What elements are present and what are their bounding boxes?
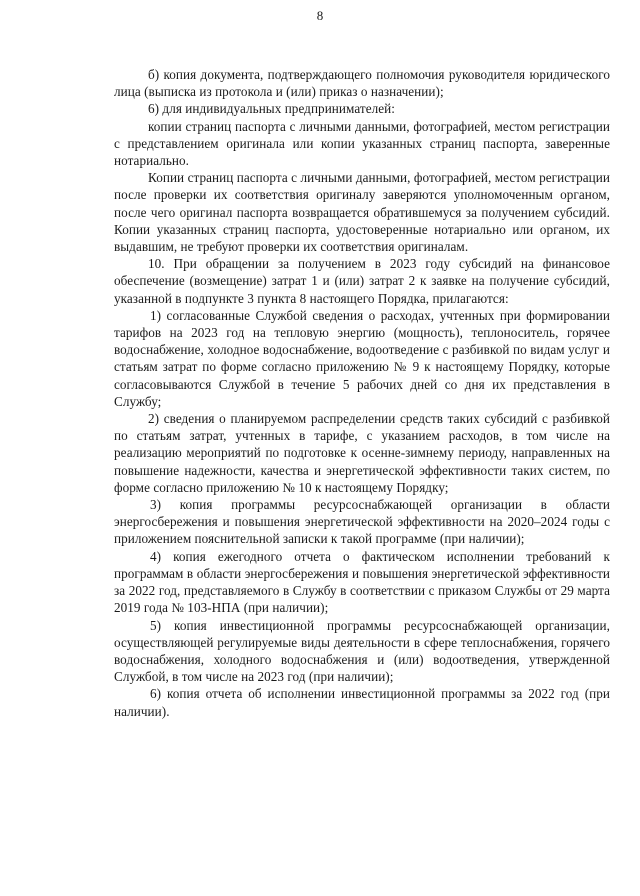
paragraph-item-3-energy-program: 3) копия программы ресурсоснабжающей организации в области энергосбережения и повышения энергетической эффективности на 2020–2024 годы с приложением пояснительной записки к такой программе (при наличии);: [114, 497, 610, 547]
paragraph-item-4-annual-report: 4) копия ежегодного отчета о фактическом исполнении требований к программам в области энергосбережения и повышения энергетической эффективности за 2022 год, представляемого в Службу в соответствии с приказом Службы от 29 марта 2019 года № 103-НПА (при наличии);: [114, 548, 610, 616]
paragraph-10-subsidy-application: 10. При обращении за получением в 2023 году субсидий на финансовое обеспечение (возмещение) затрат 1 и (или) затрат 2 к заявке на получение субсидий, указанной в подпункте 3 пункта 8 настоящего Порядка, прилагаются:: [114, 256, 610, 306]
paragraph-item-5-investment-program: 5) копия инвестиционной программы ресурсоснабжающей организации, осуществляющей регулируемые виды деятельности в сфере теплоснабжения, горячего водоснабжения, холодного водоснабжения и (или) водоотведения, утвержденной Службой, в том числе на 2023 год (при наличии);: [114, 617, 610, 685]
document-body: [114, 66, 610, 720]
paragraph-6-individual-entrepreneurs: 6) для индивидуальных предпринимателей:: [148, 101, 395, 117]
paragraph-passport-copies-notarized: копии страниц паспорта с личными данными, фотографией, местом регистрации с представлением оригинала или копии указанных страниц паспорта, заверенные нотариально.: [114, 118, 610, 169]
paragraph-item-6-investment-report: 6) копия отчета об исполнении инвестиционной программы за 2022 год (при наличии).: [114, 686, 610, 719]
paragraph-passport-copies-verification: Копии страниц паспорта с личными данными, фотографией, местом регистрации после проверки их соответствия оригиналу заверяются уполномоченным органом, после чего оригинал паспорта возвращается обратившемуся за получением субсидий. Копии указанных страниц паспорта, удостоверенные нотариально или органом, их выдавшим, не требуют проверки их соответствия оригиналам.: [114, 170, 610, 255]
page-number: 8: [316, 8, 324, 23]
paragraph-b-copy-document: б) копия документа, подтверждающего полномочия руководителя юридического лица (выписка из протокола и (или) приказ о назначении);: [114, 67, 610, 100]
paragraph-item-1-expense-info: 1) согласованные Службой сведения о расходах, учтенных при формировании тарифов на 2023 год на тепловую энергию (мощность), теплоноситель, горячее водоснабжение, холодное водоснабжение, водоотведение с разбивкой по видам услуг и статьям затрат по форме согласно приложению № 9 к настоящему Порядку, которые согласовываются Службой в течение 5 рабочих дней со дня их представления в Службу;: [114, 307, 610, 409]
paragraph-item-2-distribution-info: 2) сведения о планируемом распределении средств таких субсидий с разбивкой по статьям затрат, учтенных в тарифе, с указанием расходов, в том числе на реализацию мероприятий по подготовке к осенне-зимнему периоду, направленных на повышение надежности, качества и энергетической эффективности таких систем, по форме согласно приложению № 10 к настоящему Порядку;: [114, 411, 610, 495]
